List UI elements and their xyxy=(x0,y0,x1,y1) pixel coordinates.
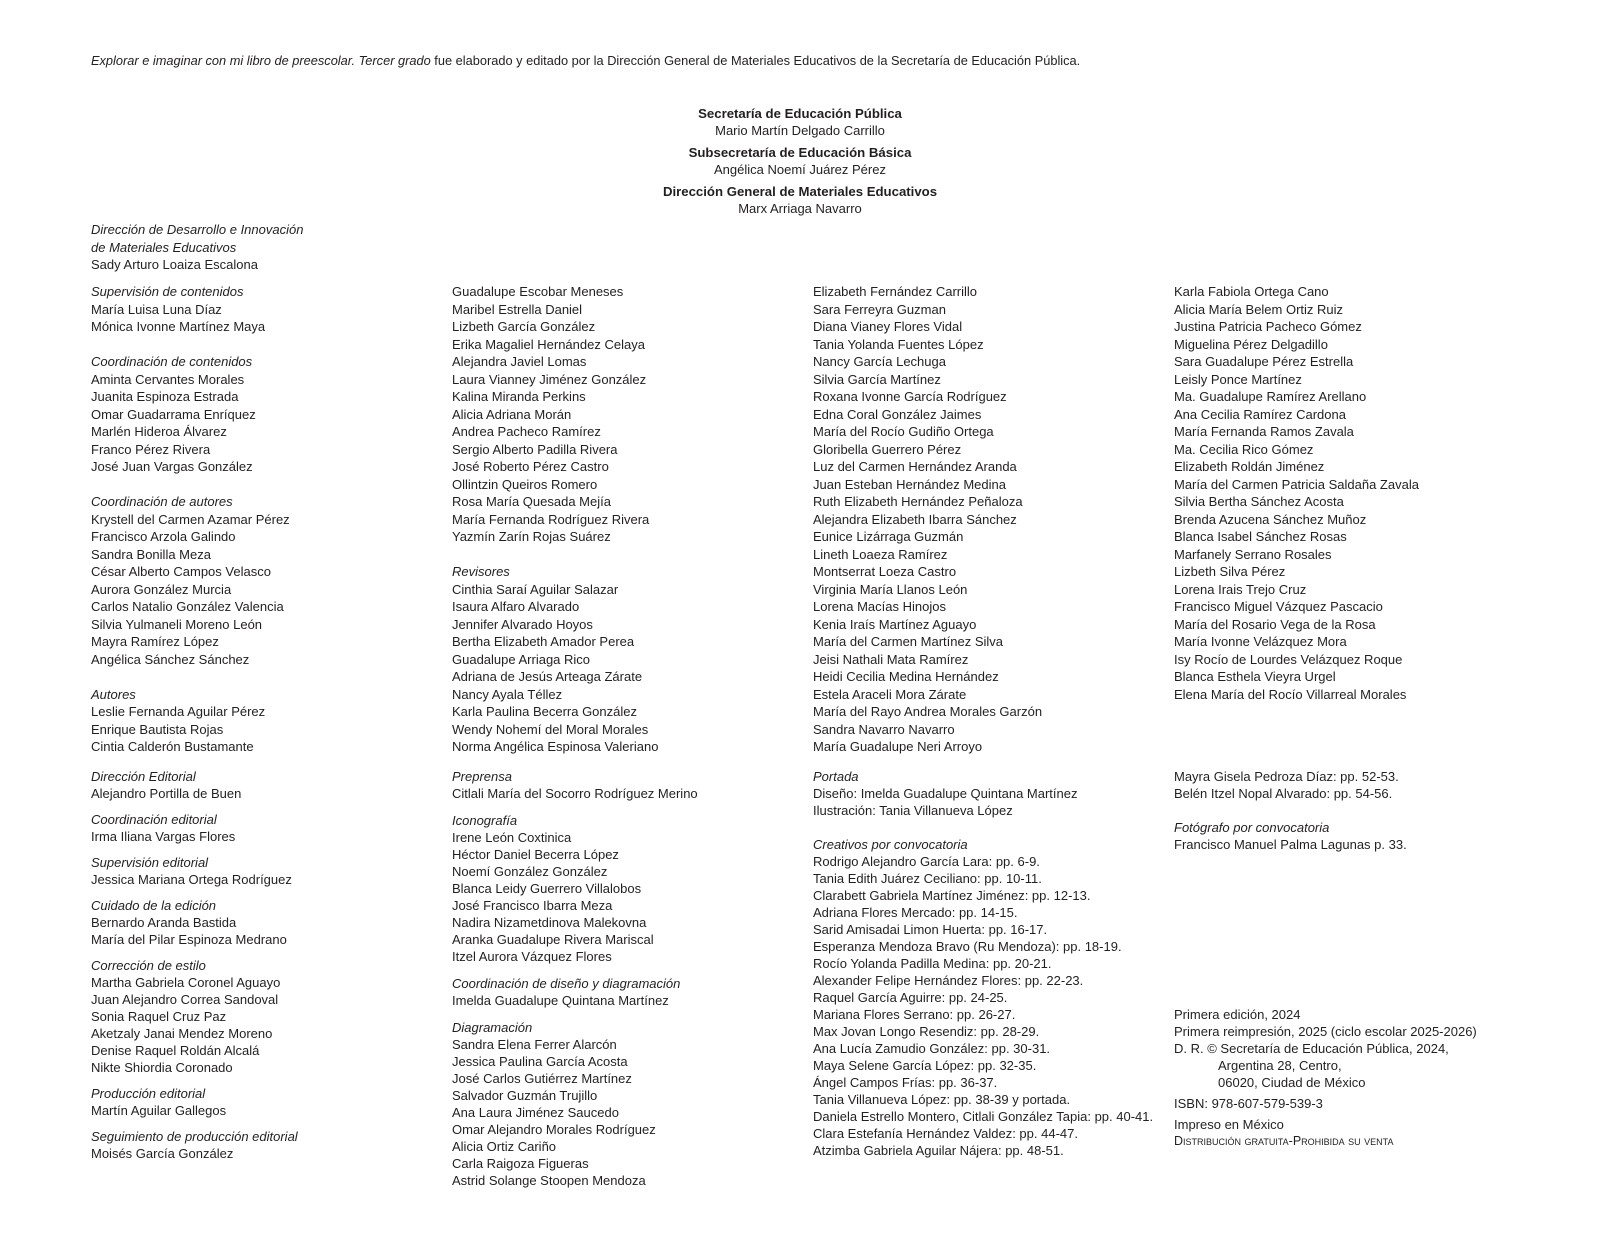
credit-name: Cinthia Saraí Aguilar Salazar xyxy=(452,581,619,597)
credit-label: Coordinación de autores xyxy=(91,494,233,509)
credit-name: Sergio Alberto Padilla Rivera xyxy=(452,441,618,457)
credit-name: Isaura Alfaro Alvarado xyxy=(452,599,580,614)
distribution-notice: Distribución gratuita-Prohibida su venta xyxy=(1174,1134,1394,1148)
credit-name: Irene León Coxtinica xyxy=(452,830,572,845)
credit-name: Raquel García Aguirre: pp. 24-25. xyxy=(813,990,1008,1005)
credit-name: Astrid Solange Stoopen Mendoza xyxy=(452,1173,646,1188)
credit-name: Carlos Natalio González Valencia xyxy=(91,599,284,614)
credit-label: Coordinación de diseño y diagramación xyxy=(452,976,681,991)
credit-name: Elizabeth Fernández Carrillo xyxy=(813,284,978,299)
credit-name: Mayra Gisela Pedroza Díaz: pp. 52-53. xyxy=(1174,769,1399,784)
credit-name: Mariana Flores Serrano: pp. 26-27. xyxy=(813,1007,1016,1022)
copyright-line: D. R. © Secretaría de Educación Pública, 2024, xyxy=(1174,1041,1449,1056)
credit-name: Angélica Sánchez Sánchez xyxy=(91,651,250,667)
credit-name: Sandra Elena Ferrer Alarcón xyxy=(452,1037,617,1052)
credit-name: Aminta Cervantes Morales xyxy=(91,371,245,387)
credit-name: Irma Iliana Vargas Flores xyxy=(91,829,236,844)
credit-name: María del Pilar Espinoza Medrano xyxy=(91,932,287,947)
credit-name: Lizbeth Silva Pérez xyxy=(1174,564,1286,579)
isbn-text: ISBN: 978-607-579-539-3 xyxy=(1174,1096,1323,1111)
credit-name: Omar Guadarrama Enríquez xyxy=(91,406,256,422)
credit-name: Guadalupe Arriaga Rico xyxy=(452,651,591,667)
credit-name: Aketzaly Janai Mendez Moreno xyxy=(91,1026,273,1041)
credit-name: Enrique Bautista Rojas xyxy=(91,721,224,737)
credit-name: Belén Itzel Nopal Alvarado: pp. 54-56. xyxy=(1174,786,1393,801)
credit-name: María Fernanda Rodríguez Rivera xyxy=(452,511,650,527)
credit-name: Alicia María Belem Ortiz Ruiz xyxy=(1174,301,1344,317)
credit-name: Alejandro Portilla de Buen xyxy=(91,786,242,801)
credit-name: Montserrat Loeza Castro xyxy=(813,564,957,579)
credit-name: María Fernanda Ramos Zavala xyxy=(1174,424,1354,439)
credit-name: Ana Cecilia Ramírez Cardona xyxy=(1174,406,1346,422)
credit-name: Sonia Raquel Cruz Paz xyxy=(91,1009,227,1024)
credit-name: María del Carmen Martínez Silva xyxy=(813,634,1004,649)
credit-name: Marlén Hideroa Álvarez xyxy=(91,424,227,439)
credit-name: Guadalupe Escobar Meneses xyxy=(452,284,624,299)
credit-label: Portada xyxy=(813,769,859,784)
credit-name: Mónica Ivonne Martínez Maya xyxy=(91,319,266,334)
credit-name: Nikte Shiordia Coronado xyxy=(91,1060,233,1075)
credit-name: Alicia Adriana Morán xyxy=(452,406,572,422)
credit-name: Edna Coral González Jaimes xyxy=(813,406,982,422)
credit-label: Cuidado de la edición xyxy=(91,898,217,913)
credit-name: Kenia Iraís Martínez Aguayo xyxy=(813,616,977,632)
credit-name: Erika Magaliel Hernández Celaya xyxy=(452,336,645,352)
credit-name: Leslie Fernanda Aguilar Pérez xyxy=(91,704,266,719)
credit-name: Wendy Nohemí del Moral Morales xyxy=(452,721,649,737)
credit-name: Ana Lucía Zamudio González: pp. 30-31. xyxy=(813,1041,1051,1056)
credit-name: María del Rosario Vega de la Rosa xyxy=(1174,616,1376,632)
credit-label: Fotógrafo por convocatoria xyxy=(1174,820,1330,835)
credit-name: Gloribella Guerrero Pérez xyxy=(813,441,962,457)
credit-name: María Ivonne Velázquez Mora xyxy=(1174,634,1347,649)
credit-name: Martín Aguilar Gallegos xyxy=(91,1103,227,1118)
credit-name: Elena María del Rocío Villarreal Morales xyxy=(1174,686,1407,702)
credit-name: Ollintzin Queiros Romero xyxy=(452,476,598,492)
credit-name: Juanita Espinoza Estrada xyxy=(91,389,239,404)
credit-name: Aranka Guadalupe Rivera Mariscal xyxy=(452,932,654,947)
credits-column-2 xyxy=(452,283,658,756)
credit-name: Salvador Guzmán Trujillo xyxy=(452,1088,598,1103)
credit-label: Preprensa xyxy=(452,769,512,784)
credit-name: Jessica Mariana Ortega Rodríguez xyxy=(91,872,292,887)
credit-name: Itzel Aurora Vázquez Flores xyxy=(452,949,612,964)
credit-name: Laura Vianney Jiménez González xyxy=(452,371,647,387)
credit-name: Silvia García Martínez xyxy=(813,371,941,387)
credit-name: Yazmín Zarín Rojas Suárez xyxy=(452,529,611,544)
credit-name: María Guadalupe Neri Arroyo xyxy=(813,739,983,754)
credit-name: Bertha Elizabeth Amador Perea xyxy=(452,634,635,649)
credit-name: Marfanely Serrano Rosales xyxy=(1174,546,1332,562)
credit-name: Ma. Cecilia Rico Gómez xyxy=(1174,441,1314,457)
credit-name: Norma Angélica Espinosa Valeriano xyxy=(452,739,659,754)
credit-name: Ilustración: Tania Villanueva López xyxy=(813,803,1013,818)
credit-name: Nancy García Lechuga xyxy=(813,354,946,369)
authority-name: Angélica Noemí Juárez Pérez xyxy=(714,162,886,177)
credit-name: Max Jovan Longo Resendiz: pp. 28-29. xyxy=(813,1024,1040,1039)
credit-name: Rocío Yolanda Padilla Medina: pp. 20-21. xyxy=(813,956,1052,971)
credit-name: Leisly Ponce Martínez xyxy=(1174,371,1302,387)
publication-info xyxy=(1174,768,1477,1150)
credit-name: Lorena Macías Hinojos xyxy=(813,599,946,614)
authorities-header xyxy=(0,105,1600,222)
credit-name: María Luisa Luna Díaz xyxy=(91,301,222,317)
credit-name: José Carlos Gutiérrez Martínez xyxy=(452,1071,632,1086)
credit-name: Karla Paulina Becerra González xyxy=(452,704,637,719)
credit-name: Daniela Estrello Montero, Citlali González Tapia: pp. 40-41. xyxy=(813,1109,1154,1124)
credit-name: Tania Villanueva López: pp. 38-39 y portada. xyxy=(813,1092,1071,1107)
credit-name: Sarid Amisadai Limon Huerta: pp. 16-17. xyxy=(813,922,1048,937)
credit-name: Cintia Calderón Bustamante xyxy=(91,739,254,754)
credit-name: Ruth Elizabeth Hernández Peñaloza xyxy=(813,494,1023,509)
credit-name: Diana Vianey Flores Vidal xyxy=(813,319,963,334)
credit-label: Autores xyxy=(91,686,136,702)
credit-label: Coordinación de contenidos xyxy=(91,354,253,369)
credit-name: Tania Edith Juárez Ceciliano: pp. 10-11. xyxy=(813,871,1042,886)
credit-label: Dirección Editorial xyxy=(91,769,196,784)
credit-name: Blanca Esthela Vieyra Urgel xyxy=(1174,669,1336,684)
credit-name: Lorena Irais Trejo Cruz xyxy=(1174,581,1307,597)
credit-name: Alejandra Elizabeth Ibarra Sánchez xyxy=(813,511,1017,527)
editorial-credits xyxy=(91,768,298,1162)
credit-name: Sara Guadalupe Pérez Estrella xyxy=(1174,354,1354,369)
credit-name: Adriana Flores Mercado: pp. 14-15. xyxy=(813,905,1018,920)
credit-name: Atzimba Gabriela Aguilar Nájera: pp. 48-51. xyxy=(813,1143,1064,1158)
credit-name: Juan Esteban Hernández Medina xyxy=(813,476,1006,492)
credit-name: Alexander Felipe Hernández Flores: pp. 22-23. xyxy=(813,973,1084,988)
credit-name: Ma. Guadalupe Ramírez Arellano xyxy=(1174,389,1367,404)
credit-label: de Materiales Educativos xyxy=(91,239,237,255)
credit-name: Miguelina Pérez Delgadillo xyxy=(1174,336,1328,352)
edition-text: Primera edición, 2024 xyxy=(1174,1007,1301,1022)
credit-name: Aurora González Murcia xyxy=(91,581,232,597)
credits-column-3 xyxy=(813,283,1042,756)
credit-name: Karla Fabiola Ortega Cano xyxy=(1174,284,1329,299)
credit-name: Denise Raquel Roldán Alcalá xyxy=(91,1043,260,1058)
credit-name: Diseño: Imelda Guadalupe Quintana Martínez xyxy=(813,786,1078,801)
authority-title: Secretaría de Educación Pública xyxy=(698,106,902,121)
credit-name: Imelda Guadalupe Quintana Martínez xyxy=(452,993,669,1008)
credit-name: María del Carmen Patricia Saldaña Zavala xyxy=(1174,476,1419,492)
credit-name: Noemí González González xyxy=(452,864,608,879)
credit-name: Lizbeth García González xyxy=(452,319,596,334)
credit-name: Silvia Yulmaneli Moreno León xyxy=(91,616,263,632)
credit-name: Ana Laura Jiménez Saucedo xyxy=(452,1105,619,1120)
credit-name: Clarabett Gabriela Martínez Jiménez: pp. 12-13. xyxy=(813,888,1091,903)
credit-name: Jessica Paulina García Acosta xyxy=(452,1054,628,1069)
credit-name: José Roberto Pérez Castro xyxy=(452,459,609,474)
credit-name: Lineth Loaeza Ramírez xyxy=(813,546,948,562)
credit-name: Blanca Isabel Sánchez Rosas xyxy=(1174,529,1347,544)
credit-label: Supervisión de contenidos xyxy=(91,284,244,299)
credit-name: Ángel Campos Frías: pp. 36-37. xyxy=(813,1075,998,1090)
credit-name: Francisco Arzola Galindo xyxy=(91,529,236,544)
credit-name: Rodrigo Alejandro García Lara: pp. 6-9. xyxy=(813,854,1040,869)
credit-name: Elizabeth Roldán Jiménez xyxy=(1174,459,1325,474)
credit-label: Diagramación xyxy=(452,1020,533,1035)
authority-name: Marx Arriaga Navarro xyxy=(738,201,862,216)
credit-name: Sara Ferreyra Guzman xyxy=(813,301,946,317)
reprint-text: Primera reimpresión, 2025 (ciclo escolar 2025-2026) xyxy=(1174,1024,1477,1039)
intro-text: fue elaborado y editado por la Dirección General de Materiales Educativos de la Secretaría de Educación Pública. xyxy=(430,53,1081,68)
credits-column-1 xyxy=(91,283,290,756)
credit-name: Omar Alejandro Morales Rodríguez xyxy=(452,1122,656,1137)
credit-name: Esperanza Mendoza Bravo (Ru Mendoza): pp. 18-19. xyxy=(813,939,1122,954)
credit-label: Iconografía xyxy=(452,813,518,828)
credit-name: Bernardo Aranda Bastida xyxy=(91,915,237,930)
credits-column-4 xyxy=(1174,283,1419,703)
credit-name: Sandra Bonilla Meza xyxy=(91,546,211,562)
credit-name: José Francisco Ibarra Meza xyxy=(452,898,613,913)
credit-name: Brenda Azucena Sánchez Muñoz xyxy=(1174,511,1367,527)
direccion-desarrollo-block xyxy=(91,221,303,274)
credit-name: María del Rayo Andrea Morales Garzón xyxy=(813,704,1043,719)
book-title: Explorar e imaginar con mi libro de preescolar. Tercer grado xyxy=(91,53,431,68)
credit-name: Andrea Pacheco Ramírez xyxy=(452,424,601,439)
credit-name: Héctor Daniel Becerra López xyxy=(452,847,619,862)
credit-name: Clara Estefanía Hernández Valdez: pp. 44-47. xyxy=(813,1126,1078,1141)
credit-name: María del Rocío Gudiño Ortega xyxy=(813,424,994,439)
credit-name: Silvia Bertha Sánchez Acosta xyxy=(1174,494,1344,509)
credit-label: Coordinación editorial xyxy=(91,812,217,827)
credit-name: Jeisi Nathali Mata Ramírez xyxy=(813,651,969,667)
credit-name: Maribel Estrella Daniel xyxy=(452,301,583,317)
credit-name: Adriana de Jesús Arteaga Zárate xyxy=(452,669,643,684)
credit-name: Luz del Carmen Hernández Aranda xyxy=(813,459,1017,474)
printed-in-text: Impreso en México xyxy=(1174,1117,1284,1132)
credit-name: César Alberto Campos Velasco xyxy=(91,564,271,579)
credit-name: Carla Raigoza Figueras xyxy=(452,1156,589,1171)
credit-label: Dirección de Desarrollo e Innovación xyxy=(91,222,304,237)
credit-name: Roxana Ivonne García Rodríguez xyxy=(813,389,1007,404)
credit-name: Estela Araceli Mora Zárate xyxy=(813,686,967,702)
credit-label: Creativos por convocatoria xyxy=(813,837,968,852)
credit-name: Juan Alejandro Correa Sandoval xyxy=(91,992,279,1007)
credit-label: Supervisión editorial xyxy=(91,855,209,870)
credit-name: Moisés García González xyxy=(91,1146,234,1161)
credit-label: Producción editorial xyxy=(91,1086,206,1101)
credit-name: Francisco Miguel Vázquez Pascacio xyxy=(1174,599,1383,614)
authority-name: Mario Martín Delgado Carrillo xyxy=(715,123,885,138)
credit-name: Sady Arturo Loaiza Escalona xyxy=(91,257,258,272)
credit-name: Sandra Navarro Navarro xyxy=(813,721,955,737)
address-line: Argentina 28, Centro, xyxy=(1218,1058,1342,1073)
credit-name: Justina Patricia Pacheco Gómez xyxy=(1174,319,1362,334)
credit-name: Virginia María Llanos León xyxy=(813,581,968,597)
credit-name: Citlali María del Socorro Rodríguez Merino xyxy=(452,786,698,801)
production-credits xyxy=(452,768,698,1189)
credit-label: Seguimiento de producción editorial xyxy=(91,1129,298,1144)
authority-title: Dirección General de Materiales Educativos xyxy=(662,184,938,199)
credit-name: Eunice Lizárraga Guzmán xyxy=(813,529,964,544)
credit-name: Isy Rocío de Lourdes Velázquez Roque xyxy=(1174,651,1403,667)
credit-name: Alejandra Javiel Lomas xyxy=(452,354,587,369)
credit-label: Corrección de estilo xyxy=(91,958,206,973)
intro-statement xyxy=(91,53,1531,69)
credit-label: Revisores xyxy=(452,564,510,579)
credit-name: Franco Pérez Rivera xyxy=(91,441,211,457)
credit-name: Heidi Cecilia Medina Hernández xyxy=(813,669,999,684)
credit-name: Tania Yolanda Fuentes López xyxy=(813,336,984,352)
authority-title: Subsecretaría de Educación Básica xyxy=(688,145,912,160)
credit-name: Rosa María Quesada Mejía xyxy=(452,494,611,509)
credit-name: Maya Selene García López: pp. 32-35. xyxy=(813,1058,1037,1073)
credit-name: Krystell del Carmen Azamar Pérez xyxy=(91,511,290,527)
credit-name: Jennifer Alvarado Hoyos xyxy=(452,616,593,632)
credit-name: Alicia Ortiz Cariño xyxy=(452,1139,557,1154)
address-line: 06020, Ciudad de México xyxy=(1218,1075,1366,1090)
credit-name: Francisco Manuel Palma Lagunas p. 33. xyxy=(1174,837,1407,852)
credit-name: Nadira Nizametdinova Malekovna xyxy=(452,915,647,930)
illustration-credits xyxy=(813,768,1153,1159)
credit-name: Blanca Leidy Guerrero Villalobos xyxy=(452,881,642,896)
credit-name: Mayra Ramírez López xyxy=(91,634,219,649)
credit-name: José Juan Vargas González xyxy=(91,459,253,474)
credit-name: Martha Gabriela Coronel Aguayo xyxy=(91,975,281,990)
credit-name: Nancy Ayala Téllez xyxy=(452,686,563,702)
credit-name: Kalina Miranda Perkins xyxy=(452,389,586,404)
